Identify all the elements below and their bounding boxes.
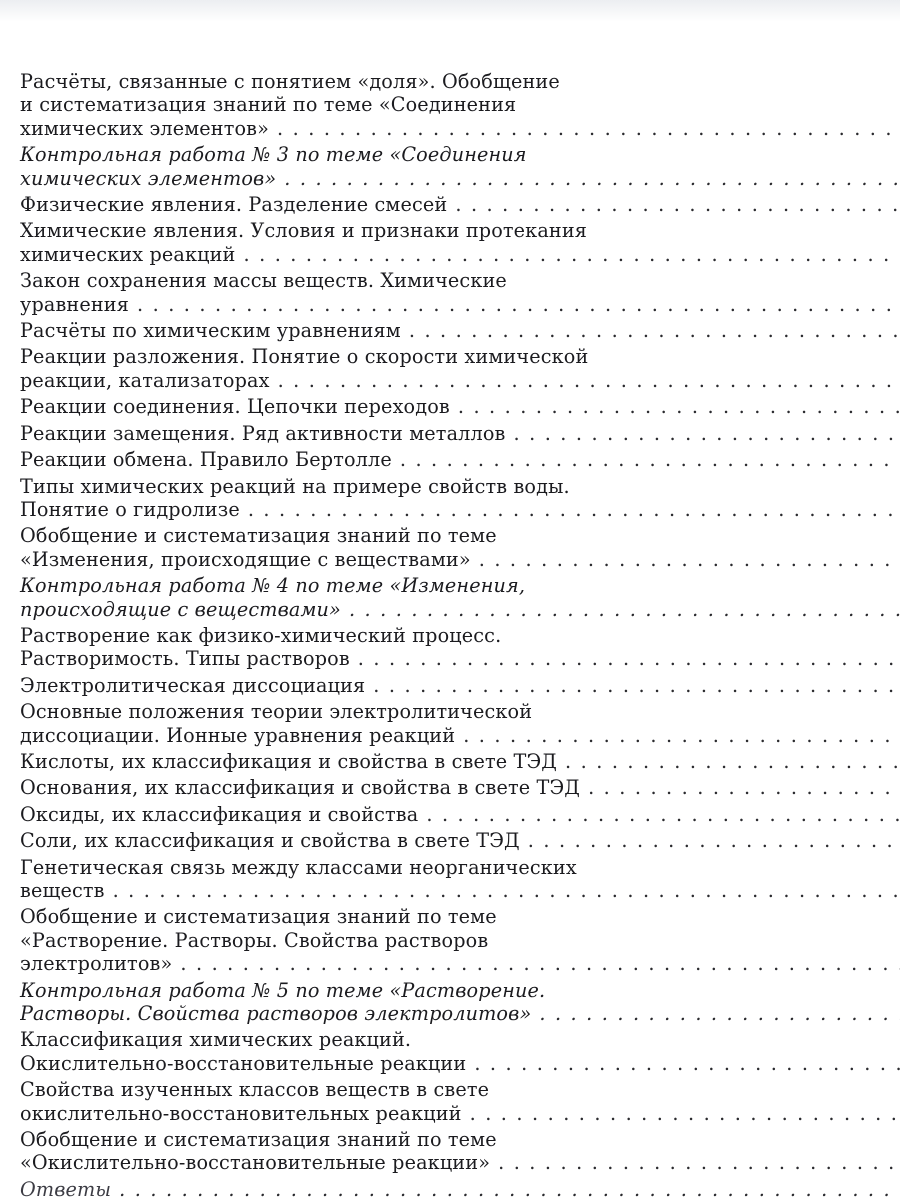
toc-entry-title — [20, 1178, 900, 1201]
toc-entry-line-text: Ответы — [20, 1178, 111, 1201]
toc-entry[interactable] — [20, 905, 858, 978]
toc-entry-line-text: реакции, катализаторах — [20, 369, 270, 392]
toc-entry-line — [20, 724, 900, 747]
dot-leader — [455, 724, 900, 747]
toc-entry-line: Контрольная работа № 4 по теме «Изменения, — [20, 574, 900, 597]
toc-entry-line-text: Растворы. Свойства растворов электролитов» — [20, 1002, 531, 1025]
toc-entry-line — [20, 776, 900, 799]
toc-entry-line-text: диссоциации. Ионные уравнения реакций — [20, 724, 455, 747]
dot-leader — [365, 674, 900, 697]
toc-entry-line-text: Расчёты по химическим уравнениям — [20, 319, 401, 342]
toc-entry[interactable] — [20, 475, 858, 525]
toc-entry-line: Контрольная работа № 3 по теме «Соединения — [20, 143, 900, 166]
toc-entry[interactable] — [20, 319, 858, 345]
toc-entry-line — [20, 193, 900, 216]
toc-entry-line — [20, 167, 900, 190]
toc-entry-line-text: Физические явления. Разделение смесей — [20, 193, 447, 216]
toc-entry-line-text: Растворимость. Типы растворов — [20, 647, 350, 670]
toc-entry[interactable] — [20, 1128, 858, 1178]
page-top-edge — [0, 0, 900, 22]
toc-entry-line: Основные положения теории электролитической — [20, 700, 900, 723]
toc-entry-title — [20, 219, 900, 266]
toc-entry-line: Расчёты, связанные с понятием «доля». Обобщение — [20, 70, 900, 93]
dot-leader — [557, 750, 900, 773]
toc-entry-title — [20, 856, 900, 903]
toc-entry[interactable] — [20, 803, 858, 829]
toc-entry-line — [20, 243, 900, 266]
toc-entry-line-text: Реакции соединения. Цепочки переходов — [20, 395, 450, 418]
toc-entry-title — [20, 1078, 900, 1125]
toc-entry[interactable] — [20, 193, 858, 219]
toc-entry-line — [20, 369, 900, 392]
dot-leader — [392, 448, 900, 471]
dot-leader — [172, 952, 900, 975]
dot-leader — [450, 395, 900, 418]
toc-entry-line — [20, 395, 900, 418]
toc-entry-line-text: Оксиды, их классификация и свойства — [20, 803, 418, 826]
toc-entry-line — [20, 750, 900, 773]
toc-entry[interactable] — [20, 674, 858, 700]
toc-entry-line: Свойства изученных классов веществ в свете — [20, 1078, 900, 1101]
toc-entry-line — [20, 1052, 900, 1075]
dot-leader — [240, 498, 900, 521]
toc-entry-line — [20, 1002, 900, 1025]
toc-entry-line-text: «Изменения, происходящие с веществами» — [20, 548, 471, 571]
toc-entry[interactable] — [20, 524, 858, 574]
toc-entry-line — [20, 1151, 900, 1174]
toc-entry-line-text: Соли, их классификация и свойства в свете ТЭД — [20, 829, 520, 852]
toc-entry[interactable] — [20, 70, 858, 143]
toc-entry-line — [20, 879, 900, 902]
dot-leader — [105, 879, 900, 902]
toc-entry-line-text: уравнения — [20, 293, 129, 316]
toc-entry-title — [20, 524, 900, 571]
toc-entry-title — [20, 143, 900, 190]
toc-entry[interactable] — [20, 345, 858, 395]
toc-entry-line-text: Основания, их классификация и свойства в свете ТЭД — [20, 776, 580, 799]
toc-entry-line-text: «Окислительно-восстановительные реакции» — [20, 1151, 490, 1174]
toc-entry-line — [20, 803, 900, 826]
toc-entry-line-text: химических элементов» — [20, 117, 269, 140]
toc-entry-line — [20, 548, 900, 571]
toc-entry-title — [20, 422, 900, 445]
toc-entry-line-text: Реакции обмена. Правило Бертолле — [20, 448, 392, 471]
toc-entry-line: Обобщение и систематизация знаний по теме — [20, 905, 900, 928]
toc-entry-line-text: электролитов» — [20, 952, 172, 975]
dot-leader — [418, 803, 900, 826]
toc-entry-line — [20, 952, 900, 975]
toc-entry[interactable] — [20, 750, 858, 776]
dot-leader — [506, 422, 900, 445]
dot-leader — [462, 1102, 900, 1125]
toc-entry-line: Химические явления. Условия и признаки протекания — [20, 219, 900, 242]
toc-entry-line — [20, 448, 900, 471]
toc-entry-title — [20, 448, 900, 471]
toc-entry-line-text: Кислоты, их классификация и свойства в свете ТЭД — [20, 750, 557, 773]
toc-entry-line: Обобщение и систематизация знаний по теме — [20, 1128, 900, 1151]
toc-entry-line — [20, 498, 900, 521]
toc-entry-line — [20, 117, 900, 140]
dot-leader — [269, 117, 900, 140]
toc-entry-line: Контрольная работа № 5 по теме «Растворение. — [20, 979, 900, 1002]
toc-entry[interactable] — [20, 422, 858, 448]
dot-leader — [129, 293, 900, 316]
toc-entry-line-text: химических элементов» — [20, 167, 276, 190]
dot-leader — [447, 193, 900, 216]
toc-entry-line — [20, 422, 900, 445]
toc-entry-title — [20, 475, 900, 522]
toc-entry-line-text: Понятие о гидролизе — [20, 498, 240, 521]
toc-entry-line — [20, 293, 900, 316]
toc-entry[interactable] — [20, 1178, 858, 1204]
toc-entry-line — [20, 1178, 900, 1201]
toc-entry-title — [20, 905, 900, 975]
toc-entry-line: Генетическая связь между классами неорганических — [20, 856, 900, 879]
dot-leader — [236, 243, 900, 266]
toc-entry-line-text: окислительно-восстановительных реакций — [20, 1102, 462, 1125]
toc-entry[interactable] — [20, 395, 858, 421]
toc-entry-line-text: химических реакций — [20, 243, 236, 266]
toc-entry-line — [20, 674, 900, 697]
toc-entry-title — [20, 574, 900, 621]
toc-entry-title — [20, 829, 900, 852]
toc-entry-line-text: происходящие с веществами» — [20, 598, 341, 621]
toc-entry[interactable] — [20, 856, 858, 906]
toc-entry-title — [20, 624, 900, 671]
dot-leader — [471, 548, 900, 571]
dot-leader — [270, 369, 900, 392]
dot-leader — [276, 167, 900, 190]
toc-entry-line — [20, 1102, 900, 1125]
dot-leader — [531, 1002, 900, 1025]
toc-entry-line-text: Реакции замещения. Ряд активности металлов — [20, 422, 506, 445]
toc-entry-line: Обобщение и систематизация знаний по теме — [20, 524, 900, 547]
dot-leader — [111, 1178, 900, 1201]
toc-entry[interactable] — [20, 624, 858, 674]
dot-leader — [580, 776, 900, 799]
toc-entry-title — [20, 776, 900, 799]
table-of-contents — [20, 70, 858, 1204]
toc-entry-title — [20, 1028, 900, 1075]
toc-entry-line — [20, 647, 900, 670]
toc-entry[interactable] — [20, 574, 858, 624]
toc-entry-title — [20, 70, 900, 140]
toc-entry[interactable] — [20, 143, 858, 193]
toc-entry-line — [20, 598, 900, 621]
toc-entry-title — [20, 345, 900, 392]
toc-entry-line-text: Электролитическая диссоциация — [20, 674, 365, 697]
toc-entry-title — [20, 193, 900, 216]
toc-entry-title — [20, 1128, 900, 1175]
toc-entry[interactable] — [20, 219, 858, 269]
dot-leader — [520, 829, 900, 852]
toc-entry[interactable] — [20, 700, 858, 750]
dot-leader — [350, 647, 900, 670]
dot-leader — [466, 1052, 900, 1075]
toc-entry-title — [20, 979, 900, 1026]
toc-entry[interactable] — [20, 269, 858, 319]
toc-entry-title — [20, 700, 900, 747]
toc-entry-title — [20, 395, 900, 418]
toc-entry-title — [20, 750, 900, 773]
toc-entry-title — [20, 319, 900, 342]
toc-entry-line: Реакции разложения. Понятие о скорости химической — [20, 345, 900, 368]
toc-entry[interactable] — [20, 829, 858, 855]
dot-leader — [341, 598, 900, 621]
toc-entry-line: Типы химических реакций на примере свойств воды. — [20, 475, 900, 498]
toc-entry-line: «Растворение. Растворы. Свойства растворов — [20, 929, 900, 952]
toc-entry-line-text: Окислительно-восстановительные реакции — [20, 1052, 466, 1075]
toc-entry-line: Закон сохранения массы веществ. Химические — [20, 269, 900, 292]
dot-leader — [401, 319, 900, 342]
toc-entry[interactable] — [20, 1078, 858, 1128]
toc-entry[interactable] — [20, 776, 858, 802]
toc-entry-title — [20, 803, 900, 826]
toc-entry-title — [20, 269, 900, 316]
toc-entry-title — [20, 674, 900, 697]
toc-entry-line: Растворение как физико-химический процесс. — [20, 624, 900, 647]
toc-entry[interactable] — [20, 979, 858, 1029]
toc-entry[interactable] — [20, 448, 858, 474]
toc-entry-line — [20, 319, 900, 342]
toc-entry-line — [20, 829, 900, 852]
toc-entry-line-text: веществ — [20, 879, 105, 902]
toc-entry-line: и систематизация знаний по теме «Соединения — [20, 93, 900, 116]
dot-leader — [490, 1151, 900, 1174]
toc-entry[interactable] — [20, 1028, 858, 1078]
toc-entry-line: Классификация химических реакций. — [20, 1028, 900, 1051]
